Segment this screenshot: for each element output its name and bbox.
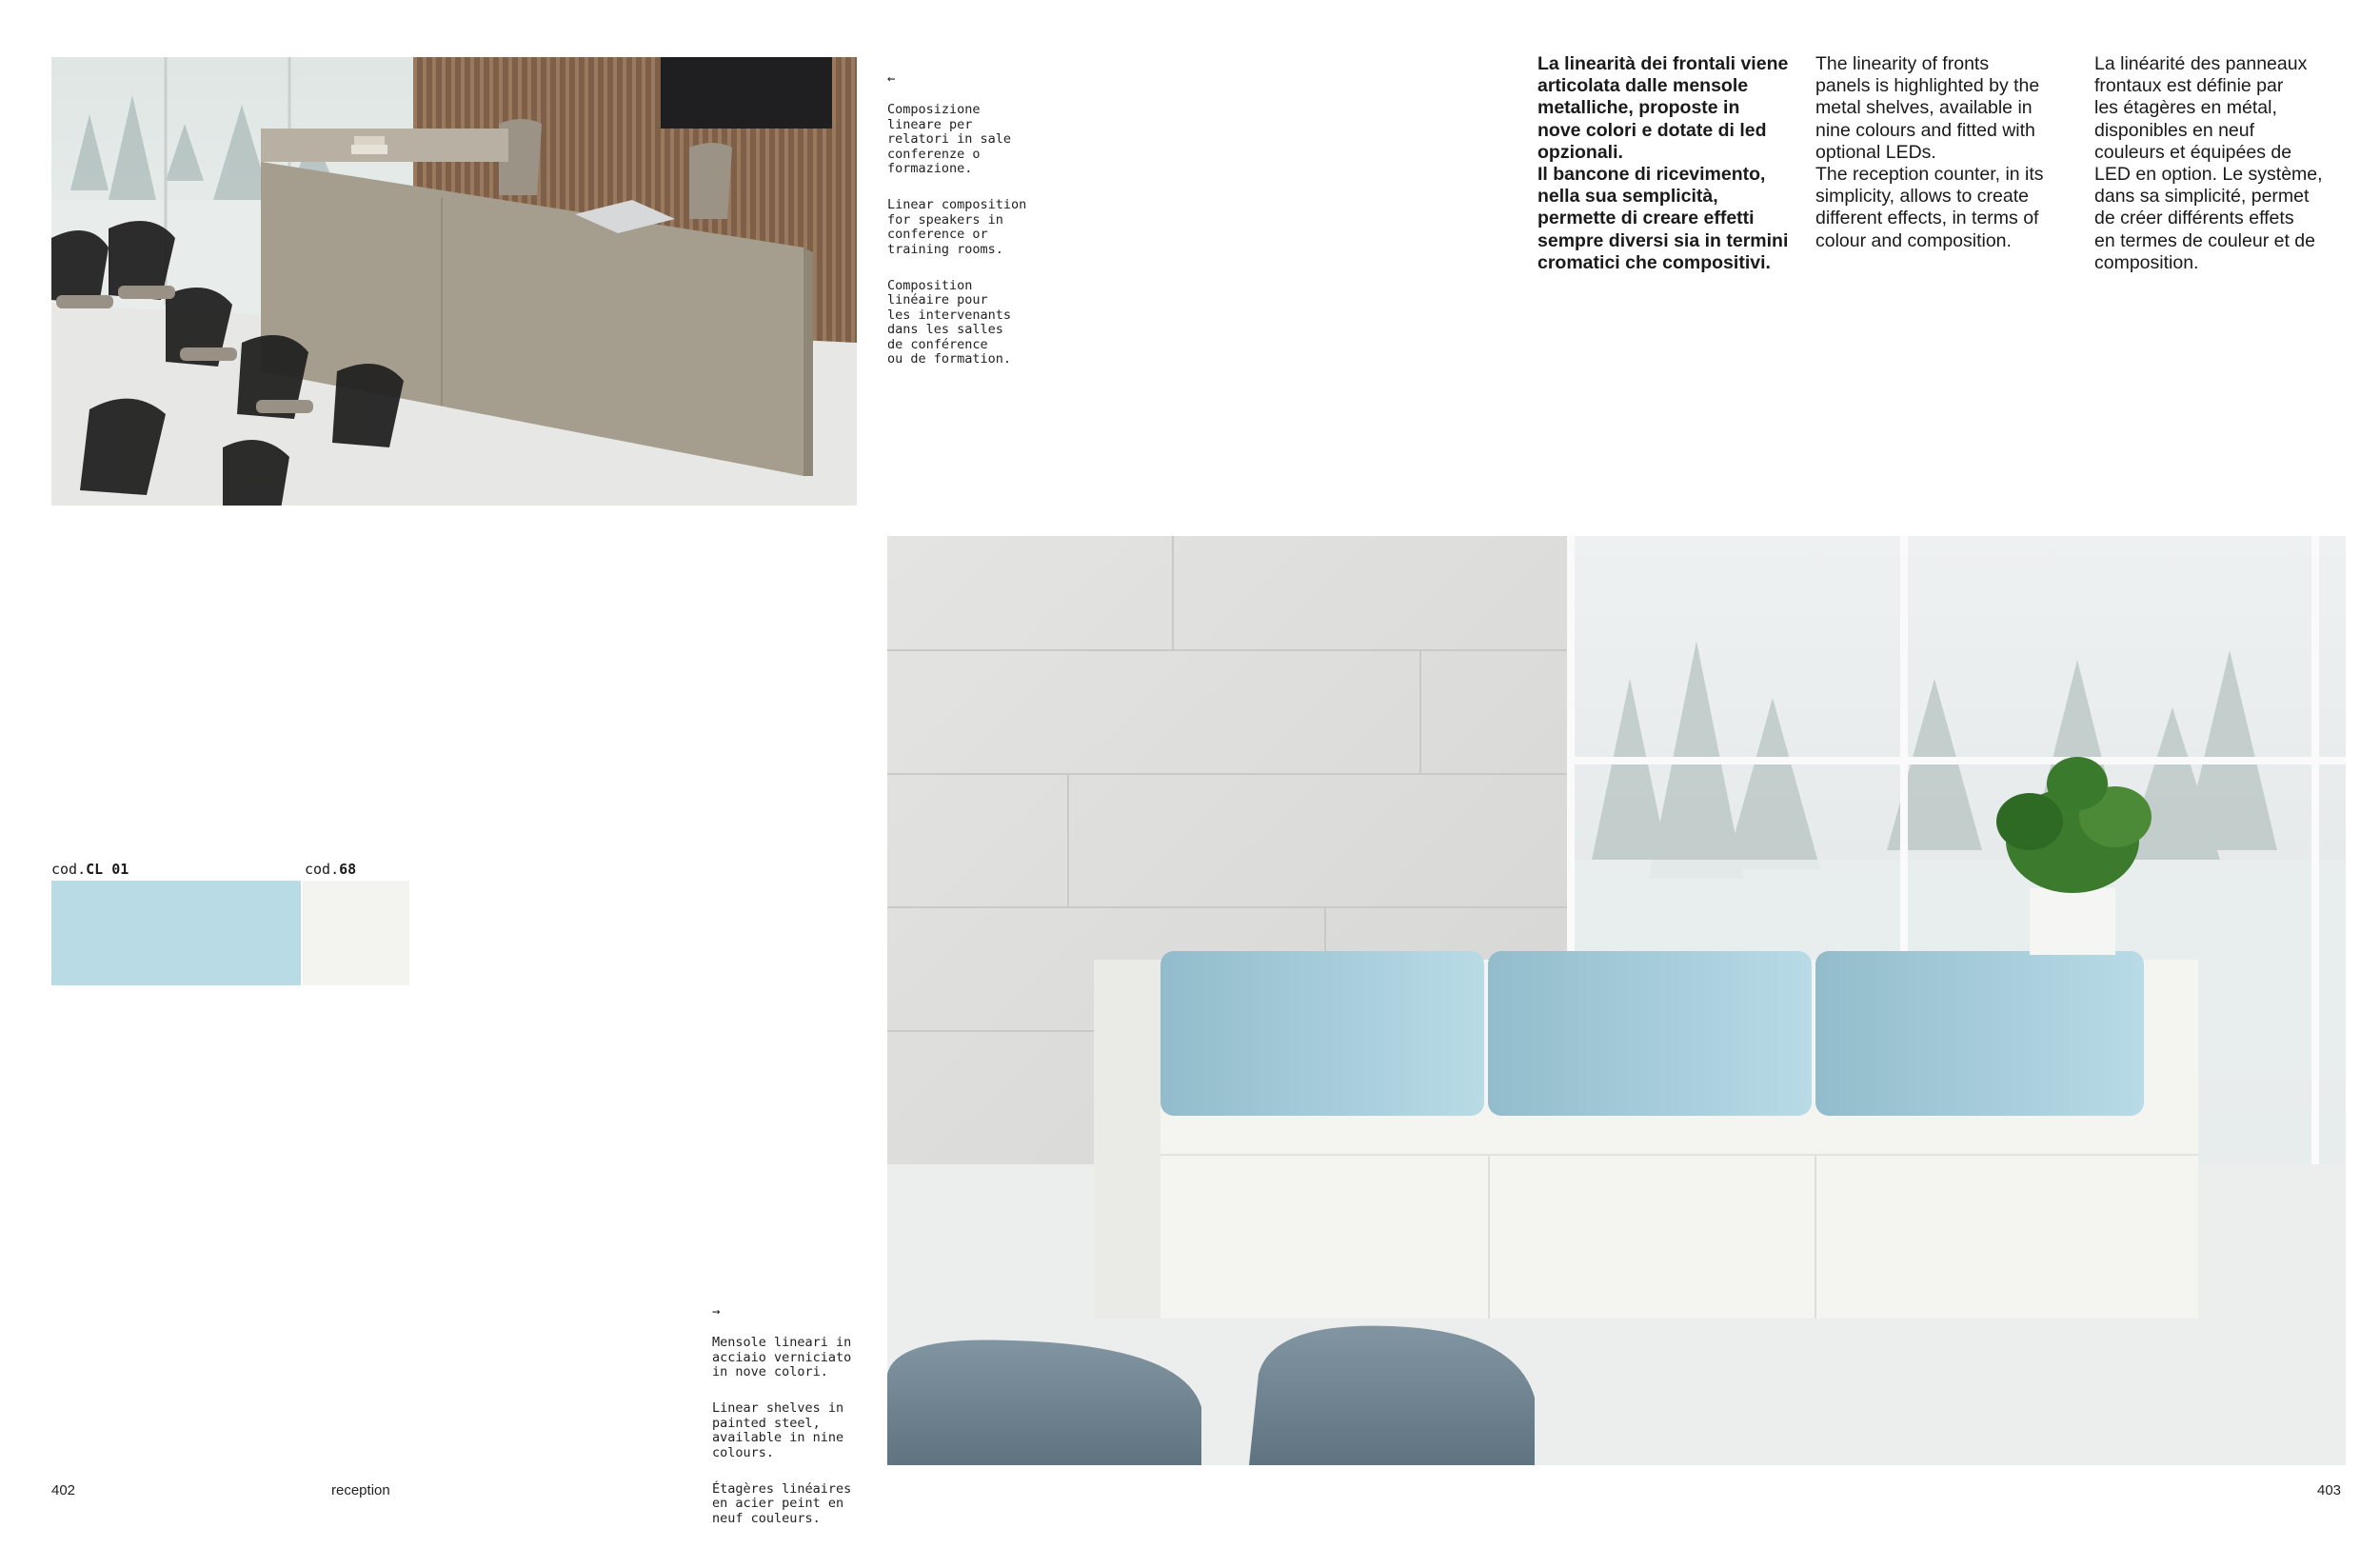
caption-bottom-italian: Mensole lineari in acciaio verniciato in nove colori. bbox=[712, 1335, 852, 1379]
caption-top-english: Linear composition for speakers in conference or training rooms. bbox=[887, 197, 1027, 257]
conference-room-illustration bbox=[51, 57, 857, 506]
intro-french: La linéarité des panneaux frontaux est définie par les étagères en métal, disponibles en neuf couleurs et équipées de LED en option. Le système, dans sa simplicité, permet de créer différents effets en termes de couleur et de composition. bbox=[2094, 53, 2323, 273]
intro-italian: La linearità dei frontali viene articolata dalle mensole metalliche, proposte in nove colori e dotate di led opzionali. Il bancone di ricevimento, nella sua semplicità, permette di creare effetti sempre diversi sia in termini cromatici che compositivi. bbox=[1537, 53, 1789, 273]
caption-top-french: Composition linéaire pour les intervenants dans les salles de conférence ou de formation. bbox=[887, 277, 1012, 367]
caption-bottom-english: Linear shelves in painted steel, available in nine colours. bbox=[712, 1400, 844, 1460]
caption-top bbox=[887, 57, 1040, 388]
caption-bottom-french: Étagères linéaires en acier peint en neuf couleurs. bbox=[712, 1480, 852, 1526]
page-number-right: 403 bbox=[2317, 1482, 2342, 1498]
arrow-right-icon: → bbox=[712, 1303, 721, 1320]
reception-counter-illustration bbox=[887, 536, 2346, 1465]
conference-room-photo bbox=[51, 57, 857, 506]
caption-top-italian: Composizione lineare per relatori in sale conferenze o formazione. bbox=[887, 102, 1012, 176]
arrow-left-icon: ← bbox=[887, 70, 896, 87]
swatch-label-68: cod.68 bbox=[305, 861, 357, 878]
swatch-label-cl01: cod.CL 01 bbox=[51, 861, 129, 878]
caption-bottom bbox=[712, 1290, 864, 1548]
swatch-68 bbox=[303, 881, 409, 985]
swatch-cl01 bbox=[51, 881, 301, 985]
page-number-left: 402 bbox=[51, 1482, 76, 1498]
section-name: reception bbox=[331, 1482, 390, 1498]
reception-counter-photo bbox=[887, 536, 2346, 1465]
intro-english: The linearity of fronts panels is highlighted by the metal shelves, available in nine colours and fitted with optional LEDs. The reception counter, in its simplicity, allows to create different effects, in terms of colour and composition. bbox=[1815, 53, 2044, 251]
